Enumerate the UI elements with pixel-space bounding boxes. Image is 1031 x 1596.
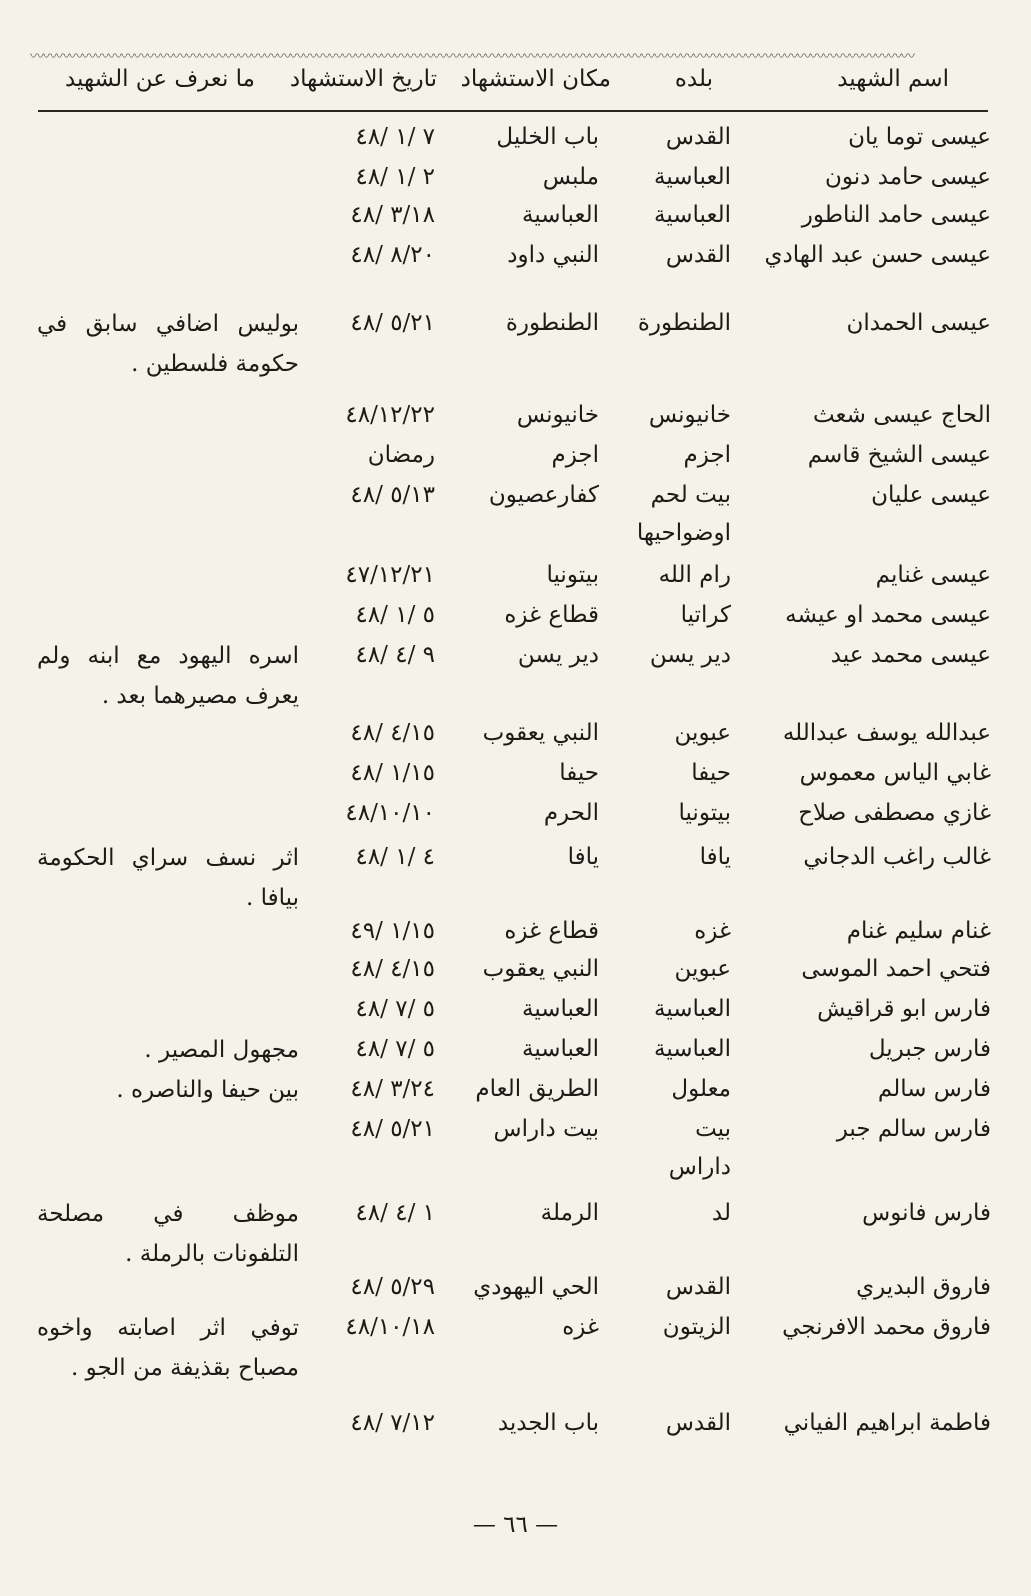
cell-note: بين حيفا والناصره .: [116, 1077, 299, 1103]
cell-town: عبوين: [674, 720, 731, 746]
cell-place: بيتونيا: [546, 562, 599, 588]
cell-date: رمضان: [367, 442, 435, 468]
cell-name: عيسى عليان: [871, 482, 991, 508]
cell-date: ٩ /٤ /٤٨: [355, 642, 435, 668]
table-header: [0, 62, 1031, 102]
cell-town: دير يسن: [649, 642, 731, 668]
cell-name: غابي الياس معموس: [799, 760, 991, 786]
cell-date: ٥/٢١ /٤٨: [350, 310, 435, 336]
cell-town: اجزم: [683, 442, 731, 468]
header-name: اسم الشهيد: [837, 66, 949, 92]
cell-town: لد: [711, 1200, 731, 1226]
cell-place: كفارعصيون: [488, 482, 599, 508]
cell-place: غزه: [562, 1314, 599, 1340]
header-town: بلده: [674, 66, 713, 92]
cell-name: الحاج عيسى شعث: [812, 402, 991, 428]
cell-town: رام الله: [658, 562, 731, 588]
cell-place: اجزم: [551, 442, 599, 468]
cell-date: ١/١٥ /٤٩: [350, 918, 435, 944]
top-wavy-rule: 〰〰〰〰〰〰〰〰〰〰〰〰〰〰〰〰〰〰〰〰〰〰〰〰〰〰〰〰〰〰〰〰〰〰〰〰〰〰〰〰〰〰〰〰〰〰〰〰〰〰〰〰〰〰〰〰〰〰〰〰〰〰〰〰〰〰〰〰: [30, 52, 914, 62]
cell-date: ٣/٢٤ /٤٨: [350, 1076, 435, 1102]
cell-name: فارس جبريل: [868, 1036, 991, 1062]
cell-name: فارس ابو قراقيش: [817, 996, 991, 1022]
cell-date: ٤ /١ /٤٨: [355, 844, 435, 870]
cell-note: توفي اثر اصابته واخوه مصباح بقذيفة من الجو .: [37, 1315, 299, 1381]
cell-date: ٤/١٥ /٤٨: [350, 720, 435, 746]
cell-town: يافا: [699, 844, 731, 870]
cell-place: الطريق العام: [475, 1076, 599, 1102]
cell-place: قطاع غزه: [504, 602, 599, 628]
cell-name: فتحي احمد الموسى: [801, 956, 991, 982]
cell-town: غزه: [694, 918, 731, 944]
cell-note: اثر نسف سراي الحكومة بيافا .: [37, 845, 299, 911]
cell-place: العباسية: [522, 996, 599, 1022]
cell-place: الحي اليهودي: [473, 1274, 599, 1300]
cell-note: مجهول المصير .: [144, 1037, 299, 1063]
cell-town: بيت: [695, 1116, 731, 1142]
cell-date: ٧ /١ /٤٨: [355, 124, 435, 150]
header-date: تاريخ الاستشهاد: [289, 66, 437, 92]
header-notes: ما نعرف عن الشهيد: [64, 66, 255, 92]
cell-place: بيت داراس: [493, 1116, 599, 1142]
header-place: مكان الاستشهاد: [460, 66, 611, 92]
cell-town: عبوين: [674, 956, 731, 982]
cell-name: غنام سليم غنام: [846, 918, 991, 944]
cell-date: ٥/٢٩ /٤٨: [350, 1274, 435, 1300]
cell-place: العباسية: [522, 202, 599, 228]
cell-town: القدس: [665, 124, 731, 150]
cell-place: باب الجديد: [497, 1410, 599, 1436]
cell-date: ٥/١٣ /٤٨: [350, 482, 435, 508]
cell-name: عيسى حسن عبد الهادي: [764, 242, 991, 268]
cell-town: العباسية: [654, 202, 731, 228]
cell-place: الطنطورة: [505, 310, 599, 336]
cell-name: عيسى حامد الناطور: [801, 202, 991, 228]
cell-place: النبي يعقوب: [482, 956, 599, 982]
cell-name: غالب راغب الدجاني: [803, 844, 991, 870]
cell-date: ١/١٥ /٤٨: [350, 760, 435, 786]
cell-name: فارس سالم جبر: [836, 1116, 991, 1142]
cell-name: عيسى توما يان: [848, 124, 991, 150]
cell-date: ٤٨/١٠/١٠: [345, 800, 435, 826]
cell-date: ٥ /٧ /٤٨: [355, 996, 435, 1022]
cell-name: عيسى الحمدان: [846, 310, 991, 336]
cell-place: ملبس: [542, 164, 599, 190]
cell-place: النبي داود: [507, 242, 599, 268]
cell-place: العباسية: [522, 1036, 599, 1062]
cell-town: خانيونس: [648, 402, 731, 428]
cell-town: العباسية: [654, 1036, 731, 1062]
cell-name: عبدالله يوسف عبدالله: [782, 720, 991, 746]
cell-place: الرملة: [540, 1200, 599, 1226]
cell-place: الحرم: [543, 800, 599, 826]
cell-town: بيتونيا: [678, 800, 731, 826]
cell-name: فاروق محمد الافرنجي: [782, 1314, 991, 1340]
cell-date: ٢ /١ /٤٨: [355, 164, 435, 190]
cell-name: فارس سالم: [877, 1076, 991, 1102]
cell-date: ٤/١٥ /٤٨: [350, 956, 435, 982]
cell-place: خانيونس: [516, 402, 599, 428]
cell-date: ٧/١٢ /٤٨: [350, 1410, 435, 1436]
cell-note: بوليس اضافي سابق في حكومة فلسطين .: [37, 311, 299, 377]
cell-name: فاطمة ابراهيم الفياني: [783, 1410, 991, 1436]
cell-name: عيسى حامد دنون: [824, 164, 991, 190]
cell-town: القدس: [665, 1410, 731, 1436]
cell-date: ٤٧/١٢/٢١: [345, 562, 435, 588]
cell-town: كراتيا: [680, 602, 731, 628]
cell-date: ٥/٢١ /٤٨: [350, 1116, 435, 1142]
cell-town: الزيتون: [662, 1314, 731, 1340]
cell-name: فاروق البديري: [856, 1274, 991, 1300]
cell-place: يافا: [567, 844, 599, 870]
cell-name: غازي مصطفى صلاح: [798, 800, 991, 826]
cell-place: باب الخليل: [496, 124, 599, 150]
cell-town: القدس: [665, 1274, 731, 1300]
cell-note: اسره اليهود مع ابنه ولم يعرف مصيرهما بعد .: [37, 643, 299, 709]
cell-place: حيفا: [559, 760, 599, 786]
cell-town: حيفا: [691, 760, 731, 786]
cell-date: ١ /٤ /٤٨: [355, 1200, 435, 1226]
cell-date: ٤٨/١٠/١٨: [345, 1314, 435, 1340]
cell-town: العباسية: [654, 164, 731, 190]
cell-name: عيسى غنايم: [875, 562, 991, 588]
cell-date: ٥ /١ /٤٨: [355, 602, 435, 628]
cell-date: ٤٨/١٢/٢٢: [345, 402, 435, 428]
cell-name: عيسى الشيخ قاسم: [807, 442, 991, 468]
cell-name: فارس فانوس: [862, 1200, 991, 1226]
cell-name: عيسى محمد عيد: [830, 642, 991, 668]
header-rule: [38, 110, 988, 112]
cell-town-continued: اوضواحيها: [636, 520, 731, 546]
page-number: — ٦٦ —: [472, 1512, 559, 1538]
cell-town: العباسية: [654, 996, 731, 1022]
cell-date: ٨/٢٠ /٤٨: [350, 242, 435, 268]
cell-date: ٥ /٧ /٤٨: [355, 1036, 435, 1062]
cell-town: الطنطورة: [637, 310, 731, 336]
cell-place: دير يسن: [517, 642, 599, 668]
cell-note: موظف في مصلحة التلفونات بالرملة .: [37, 1201, 299, 1267]
cell-town: القدس: [665, 242, 731, 268]
cell-place: النبي يعقوب: [482, 720, 599, 746]
cell-town: بيت لحم: [650, 482, 731, 508]
cell-date: ٣/١٨ /٤٨: [350, 202, 435, 228]
cell-place: قطاع غزه: [504, 918, 599, 944]
cell-name: عيسى محمد او عيشه: [785, 602, 991, 628]
cell-town-continued: داراس: [668, 1154, 731, 1180]
cell-town: معلول: [671, 1076, 731, 1102]
